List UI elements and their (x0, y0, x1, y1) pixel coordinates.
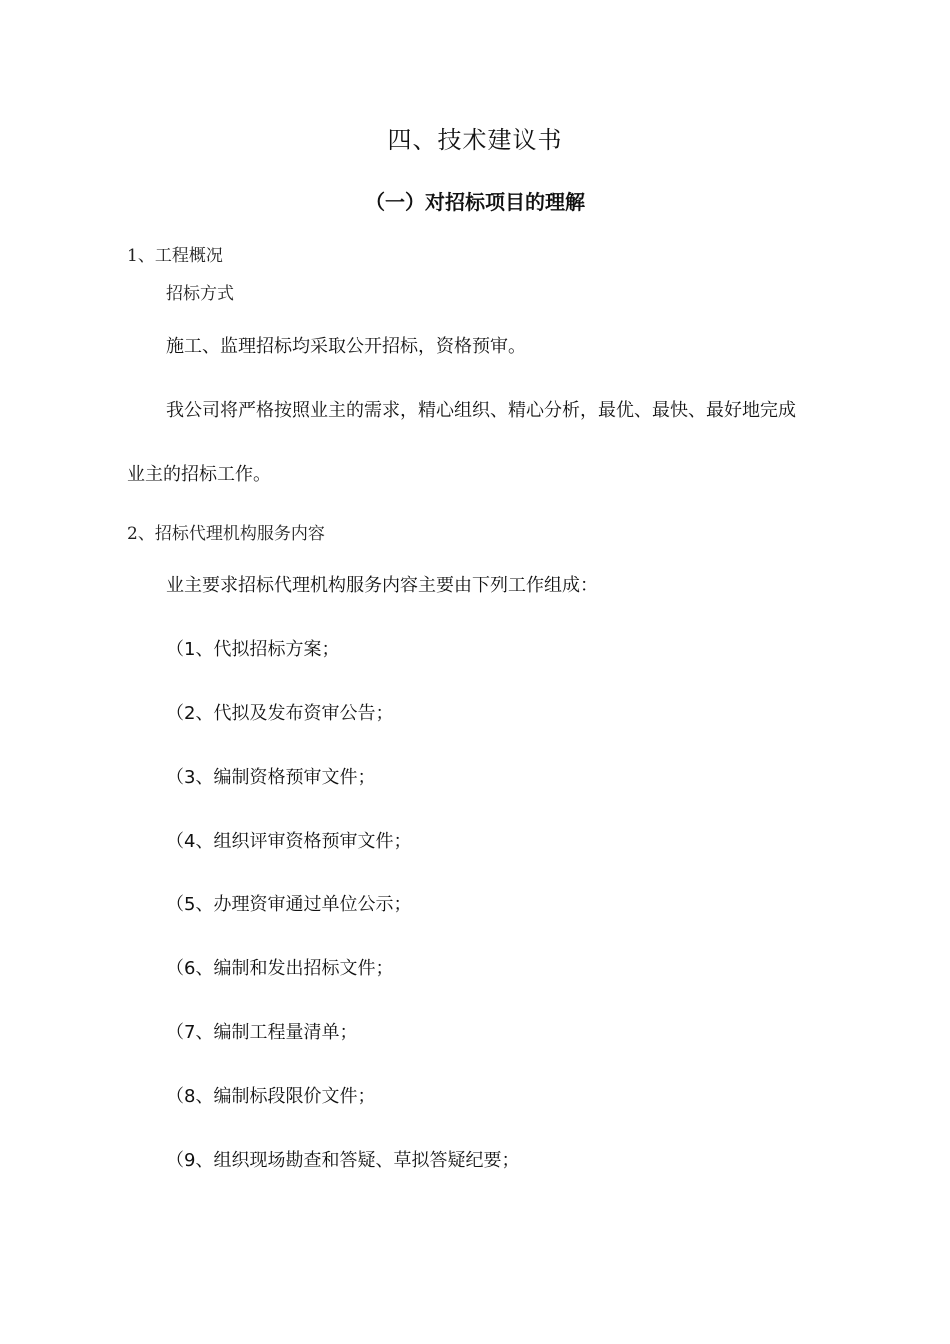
list-item: （7、编制工程量清单； (166, 1022, 358, 1043)
list-item: （5、办理资审通过单位公示； (166, 894, 412, 915)
list-item: （6、编制和发出招标文件； (166, 958, 394, 979)
paragraph-service-intro: 业主要求招标代理机构服务内容主要由下列工作组成： (166, 575, 598, 596)
list-item: （3、编制资格预审文件； (166, 767, 376, 788)
list-item: （1、代拟招标方案； (166, 639, 340, 660)
sublabel-tender-method: 招标方式 (166, 284, 234, 304)
paragraph-commitment-line1: 我公司将严格按照业主的需求，精心组织、精心分析，最优、最快、最好地完成 (166, 400, 796, 421)
list-item: （9、组织现场勘查和答疑、草拟答疑纪要； (166, 1150, 520, 1171)
list-item: （8、编制标段限价文件； (166, 1086, 376, 1107)
section-heading-service-content: 2、招标代理机构服务内容 (127, 524, 325, 544)
list-item: （4、组织评审资格预审文件； (166, 831, 412, 852)
section-subtitle: （一）对招标项目的理解 (365, 190, 585, 214)
document-title: 四、技术建议书 (387, 126, 563, 154)
paragraph-tender-method: 施工、监理招标均采取公开招标，资格预审。 (166, 336, 526, 357)
section-heading-project-overview: 1、工程概况 (127, 246, 223, 266)
list-item: （2、代拟及发布资审公告； (166, 703, 394, 724)
paragraph-commitment-line2: 业主的招标工作。 (127, 464, 271, 485)
